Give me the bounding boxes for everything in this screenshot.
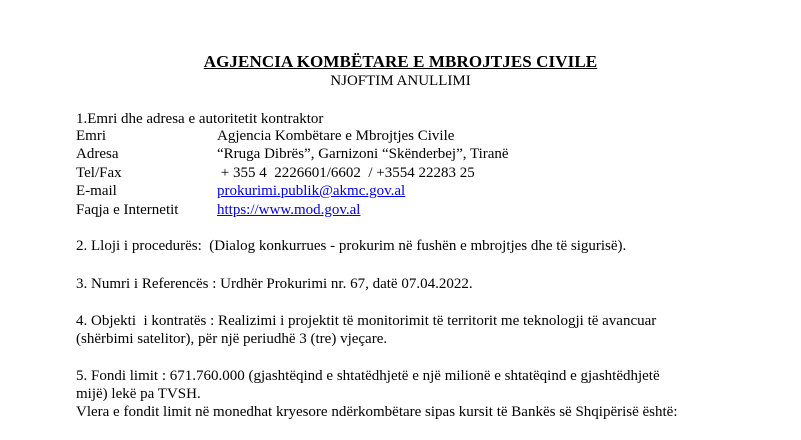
section-5-fund-line-1: 5. Fondi limit : 671.760.000 (gjashtëqind e shtatëdhjetë e një milionë e shtatëqind e gjashtëdhjetë xyxy=(76,368,660,384)
website-label: Faqja e Internetit xyxy=(76,202,179,218)
section-4-object-line-1: 4. Objekti i kontratës : Realizimi i projektit të monitorimit të territorit me teknologji të avancuar xyxy=(76,313,657,329)
section-1-heading: 1.Emri dhe adresa e autoritetit kontraktor xyxy=(76,111,324,127)
address-value: “Rruga Dibrës”, Garnizoni “Skënderbej”, Tiranë xyxy=(217,146,509,162)
telfax-value: + 355 4 2226601/6602 / +3554 22283 25 xyxy=(217,165,475,181)
email-link[interactable]: prokurimi.publik@akmc.gov.al xyxy=(217,183,406,199)
section-5-fund-line-3: Vlera e fondit limit në monedhat kryesore ndërkombëtare sipas kursit të Bankës së Shqipërisë është: xyxy=(76,404,678,420)
section-3-reference: 3. Numri i Referencës : Urdhër Prokurimi nr. 67, datë 07.04.2022. xyxy=(76,276,473,292)
telfax-label: Tel/Fax xyxy=(76,165,122,181)
email-label: E-mail xyxy=(76,183,117,199)
document-title: AGJENCIA KOMBËTARE E MBROJTJES CIVILE xyxy=(203,52,598,71)
document-subtitle: NJOFTIM ANULLIMI xyxy=(330,73,471,89)
website-link[interactable]: https://www.mod.gov.al xyxy=(217,202,361,218)
section-5-fund-line-2: mijë) lekë pa TVSH. xyxy=(76,386,201,402)
section-2-procedure: 2. Lloji i procedurës: (Dialog konkurrues - prokurim në fushën e mbrojtjes dhe të sigurisë). xyxy=(76,238,627,254)
section-4-object-line-2: (shërbimi satelitor), për një periudhë 3 (tre) vjeçare. xyxy=(76,331,388,347)
name-label: Emri xyxy=(76,128,106,144)
address-label: Adresa xyxy=(76,146,119,162)
name-value: Agjencia Kombëtare e Mbrojtjes Civile xyxy=(217,128,455,144)
